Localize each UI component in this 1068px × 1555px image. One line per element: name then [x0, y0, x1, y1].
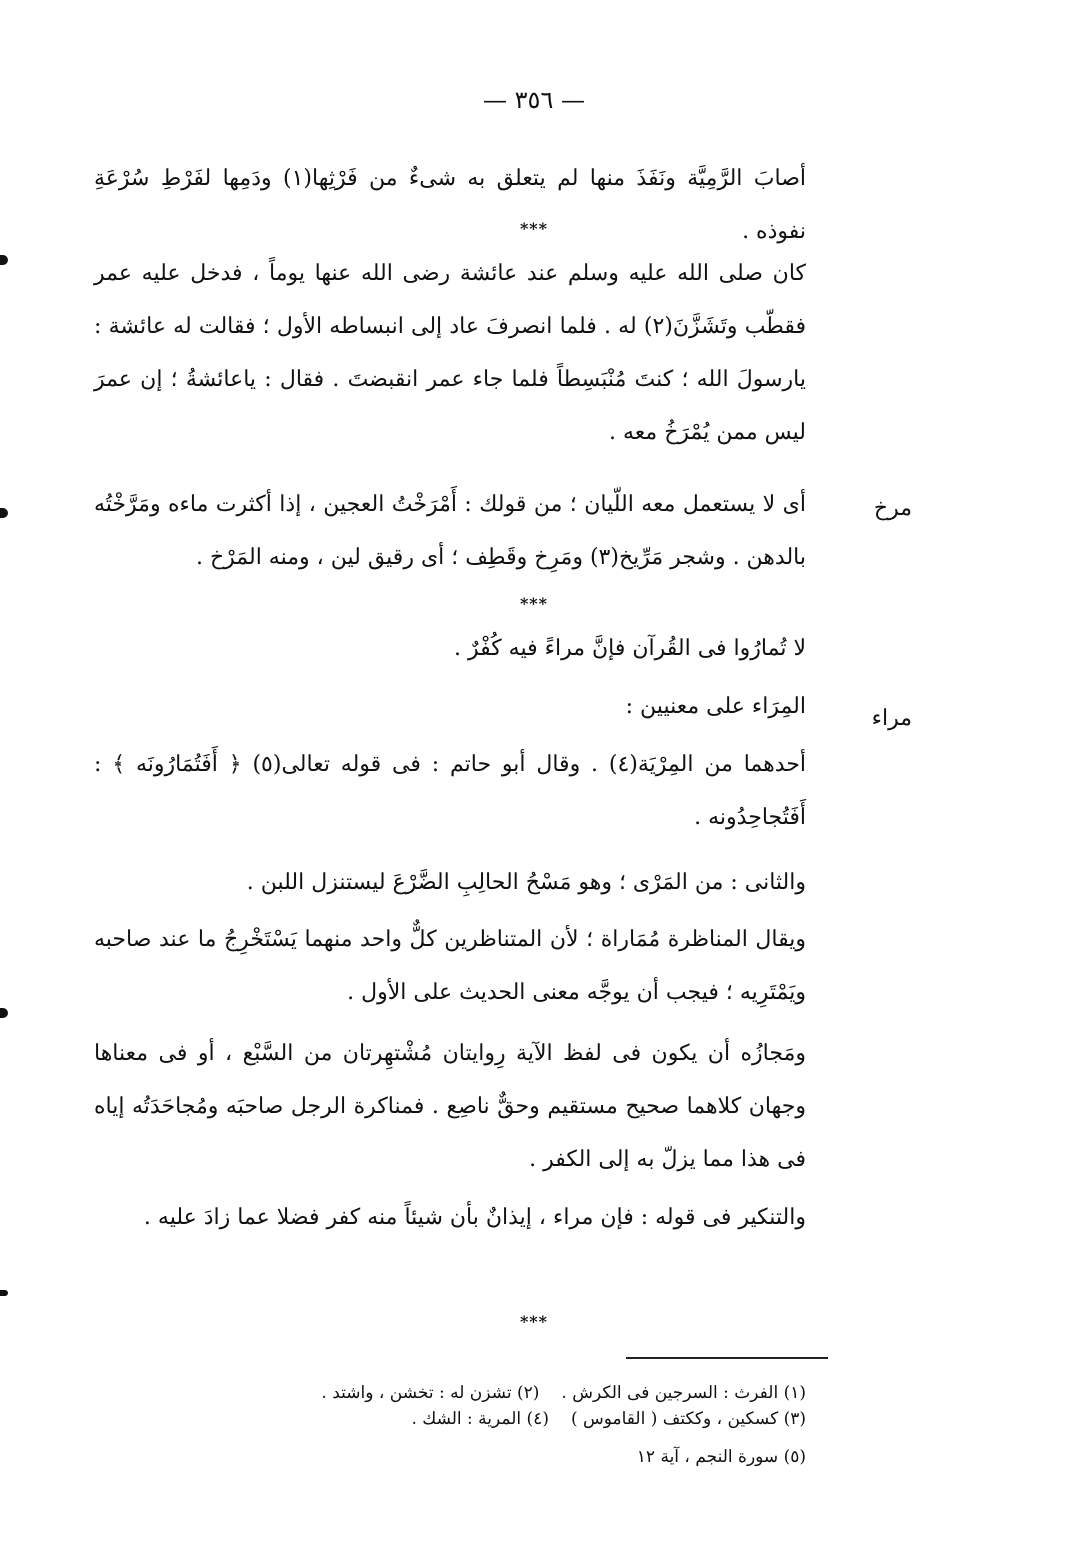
section-separator: *** — [519, 219, 549, 238]
scan-edge-mark — [0, 1008, 8, 1018]
paragraph-1: أصابَ الرَّمِيَّة ونَفَذَ منها لم يتعلق به شىءٌ من فَرْثِها(١) ودَمِها لفَرْطِ سُرْعَةِ نفوذه . — [94, 166, 806, 244]
footnote-1: (١) الفرث : السرجين فى الكرش . — [561, 1383, 806, 1403]
paragraph-9: ومَجازُه أن يكون فى لفظ الآية رِوايتان مُشْتهِرتان من السَّبْع ، أو فى معناها وجهان كلاهما صحيح مستقيم وحقٌّ ناصِع . فمناكرة الرجل صاحبَه ومُجاحَدَتُه إياه فى هذا مما يزلّ به إلى الكفر . — [94, 1041, 806, 1172]
margin-keyword-marikh: مرخ — [873, 496, 912, 521]
footnote-line-2 — [246, 1406, 806, 1432]
footnote-2: (٢) تشزن له : تخشن ، واشتد . — [321, 1383, 540, 1403]
paragraph-5: المِرَاء على معنيين : — [625, 694, 806, 719]
paragraph-8: ويقال المناظرة مُمَاراة ؛ لأن المتناظرين كلٌّ واحد منهما يَسْتَخْرِجُ ما عند صاحبه ويَمْتَرِيه ؛ فيجب أن يوجَّه معنى الحديث على الأول . — [94, 927, 806, 1005]
scan-edge-mark — [0, 508, 8, 518]
scan-edge-mark — [0, 1290, 8, 1296]
footnote-line-1 — [246, 1380, 806, 1406]
paragraph-7: والثانى : من المَرْى ؛ وهو مَسْحُ الحالِبِ الضَّرْعَ ليستنزل اللبن . — [246, 870, 806, 895]
margin-keyword-miraa: مراء — [871, 706, 912, 731]
paragraph-2: كان صلى الله عليه وسلم عند عائشة رضى الله عنها يوماً ، فدخل عليه عمر فقطّب وتَشَزَّنَ(٢) له . فلما انصرفَ عاد إلى انبساطه الأول ؛ فقالت له عائشة : يارسولَ الله ؛ كنتَ مُنْبَسِطاً فلما جاء عمر انقبضتَ . فقال : ياعائشةُ ؛ إن عمرَ ليس ممن يُمْرَخُ معه . — [94, 261, 806, 445]
paragraph-4: لا تُمارُوا فى القُرآن فإنَّ مراءً فيه كُفْرٌ . — [453, 636, 806, 661]
footnote-divider — [626, 1357, 828, 1359]
scan-edge-mark — [0, 255, 8, 265]
paragraph-10: والتنكير فى قوله : فإن مراء ، إيذانٌ بأن شيئاً منه كفر فضلا عما زادَ عليه . — [143, 1205, 806, 1230]
section-separator: *** — [519, 594, 549, 613]
footnote-line-3 — [246, 1444, 806, 1470]
paragraph-3: أى لا يستعمل معه اللّيان ؛ من قولك : أَمْرَخْتُ العجين ، إذا أكثرت ماءه ومَرَّخْتُه بالدهن . وشجر مَرِّيخ(٣) ومَرِخ وقَطِف ؛ أى رقيق لين ، ومنه المَرْخ . — [94, 492, 806, 570]
paragraph-6: أحدهما من المِرْيَة(٤) . وقال أبو حاتم : فى قوله تعالى(٥) ﴿ أَفَتُمَارُونَه ﴾ : أَفَتُجاحِدُونه . — [94, 752, 806, 830]
footnote-4: (٤) المرية : الشك . — [411, 1409, 549, 1429]
section-separator: *** — [519, 1312, 549, 1331]
footnote-5: (٥) سورة النجم ، آية ١٢ — [636, 1447, 806, 1467]
footnote-3: (٣) كسكين ، وككتف ( القاموس ) — [570, 1409, 806, 1429]
page-number: — ٣٥٦ — — [483, 86, 585, 114]
